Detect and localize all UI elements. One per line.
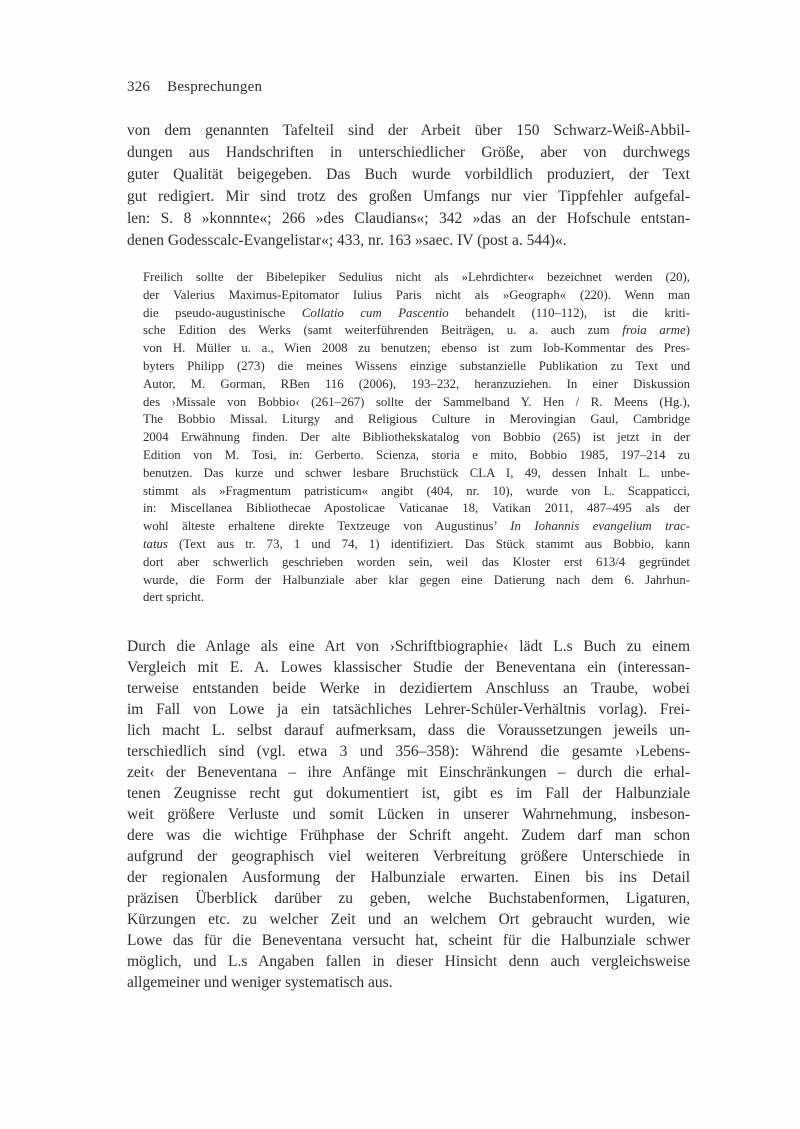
text-segment: terweise entstanden beide Werke in dezidiertem Anschluss an Traube, wobei: [127, 680, 690, 697]
text-segment: Kürzungen etc. zu welcher Zeit und an welchem Ort gebraucht wurden, wie: [127, 911, 690, 928]
italic-text-segment: In Iohannis evangelium trac-: [510, 519, 690, 534]
text-segment: (Text aus tr. 73, 1 und 74, 1) identifiziert. Das Stück stammt aus Bobbio, kann: [167, 536, 690, 551]
text-line: [127, 762, 690, 783]
text-line: [127, 164, 690, 186]
text-segment: präzisen Überblick darüber zu geben, welche Buchstabenformen, Ligaturen,: [127, 890, 690, 907]
text-segment: stimmt als »Fragmentum patristicum« angibt (404, nr. 10), wurde von L. Scappaticci,: [143, 483, 690, 498]
text-segment: Freilich sollte der Bibelepiker Sedulius nicht als »Lehrdichter« bezeichnet werden (20),: [143, 270, 690, 284]
text-segment: dere was die wichtige Frühphase der Schrift angeht. Zudem darf man schon: [127, 827, 690, 844]
text-line: [127, 909, 690, 930]
text-segment: des ›Missale von Bobbio‹ (261–267) sollte der Sammelband Y. Hen / R. Meens (Hg.),: [143, 394, 690, 409]
text-line: [143, 287, 690, 305]
text-segment: Autor, M. Gorman, RBen 116 (2006), 193–232, heranzuziehen. In einer Diskussion: [143, 376, 690, 391]
text-line: [143, 554, 690, 572]
text-segment: denen Godesscalc-Evangelistar«; 433, nr. 163 »saec. IV (post a. 544)«.: [127, 232, 567, 249]
body-paragraph-1: [127, 120, 690, 252]
text-line: [143, 376, 690, 394]
text-line: [127, 678, 690, 699]
text-line: [143, 358, 690, 376]
text-line: [143, 411, 690, 429]
text-segment: dert spricht.: [143, 590, 205, 605]
text-segment: lich macht L. selbst darauf aufmerksam, dass die Voraussetzungen jeweils un-: [127, 722, 690, 739]
small-print-paragraph: [143, 269, 690, 607]
text-segment: der regionalen Ausformung der Halbunziale erwarten. Einen bis ins Detail: [127, 869, 690, 886]
italic-text-segment: froia arme: [622, 323, 686, 338]
text-line: [127, 657, 690, 678]
text-segment: dort aber schwerlich geschrieben worden sein, weil das Kloster erst 613/4 gegründet: [143, 554, 690, 569]
text-segment: im Fall von Lowe ja ein tatsächliches Lehrer-Schüler-Verhältnis vorlag). Frei-: [127, 701, 690, 718]
text-segment: ): [685, 323, 690, 338]
text-segment: len: S. 8 »konnnte«; 266 »des Claudians«; 342 »das an der Hofschule entstan-: [127, 210, 690, 227]
text-line: [127, 720, 690, 741]
text-segment: weit größere Verluste und somit Lücken in unserer Wahrnehmung, insbeson-: [127, 806, 690, 823]
text-segment: aufgrund der geographisch viel weiteren Verbreitung größere Unterschiede in: [127, 848, 690, 865]
text-line: [143, 305, 690, 323]
text-line: [127, 930, 690, 951]
text-segment: von dem genannten Tafelteil sind der Arbeit über 150 Schwarz-Weiß-Abbil-: [127, 122, 690, 139]
text-segment: 2004 Erwähnung finden. Der alte Bibliothekskatalog von Bobbio (265) ist jetzt in der: [143, 430, 690, 445]
text-segment: guter Qualität beigegeben. Das Buch wurde vorbildlich produziert, der Text: [127, 166, 690, 183]
text-segment: Lowe das für die Beneventana versucht hat, scheint für die Halbunziale schwer: [127, 932, 690, 949]
text-line: [143, 394, 690, 412]
text-segment: sche Edition des Werks (samt weiterführenden Beiträgen, u. a. auch zum: [143, 323, 623, 338]
text-line: [127, 186, 690, 208]
text-line: [143, 518, 690, 536]
text-line: [127, 699, 690, 720]
text-segment: Durch die Anlage als eine Art von ›Schriftbiographie‹ lädt L.s Buch zu einem: [127, 638, 690, 655]
text-segment: behandelt (110–112), ist die kriti-: [448, 305, 690, 320]
text-segment: Edition von M. Tosi, in: Gerberto. Scienza, storia e mito, Bobbio 1985, 197–214 zu: [143, 447, 690, 462]
text-segment: in: Miscellanea Bibliothecae Apostolicae Vaticanae 18, Vatikan 2011, 487–495 als der: [143, 501, 690, 516]
text-line: [143, 572, 690, 590]
text-segment: benutzen. Das kurze und schwer lesbare Bruchstück CLA I, 49, dessen Inhalt L. unbe-: [143, 465, 690, 480]
text-line: [127, 846, 690, 867]
text-line: [127, 142, 690, 164]
text-line: [127, 783, 690, 804]
text-segment: von H. Müller u. a., Wien 2008 zu benutzen; ebenso ist zum Iob-Kommentar des Pres-: [143, 341, 690, 356]
text-segment: die pseudo-augustinische: [143, 305, 302, 320]
text-line: [127, 972, 690, 993]
text-line: [127, 867, 690, 888]
text-line: [143, 447, 690, 465]
text-line: [143, 465, 690, 483]
page-header: [127, 79, 262, 96]
text-line: [127, 951, 690, 972]
text-line: [143, 536, 690, 554]
running-head-title: Besprechungen: [167, 79, 263, 95]
italic-text-segment: tatus: [143, 536, 168, 551]
text-segment: allgemeiner und weniger systematisch aus.: [127, 974, 393, 991]
text-segment: möglich, und L.s Angaben fallen in dieser Hinsicht denn auch vergleichsweise: [127, 953, 690, 970]
text-segment: dungen aus Handschriften in unterschiedlicher Größe, aber von durchwegs: [127, 144, 690, 161]
text-line: [127, 825, 690, 846]
italic-text-segment: Collatio cum Pascentio: [301, 305, 449, 320]
text-segment: terschiedlich sind (vgl. etwa 3 und 356–358): Während die gesamte ›Lebens-: [127, 743, 690, 760]
text-line: [127, 804, 690, 825]
text-line: [127, 230, 690, 252]
text-segment: wohl älteste erhaltene direkte Textzeuge von Augustinus’: [143, 519, 511, 534]
text-line: [127, 888, 690, 909]
page-number: 326: [127, 79, 151, 95]
text-segment: gut redigiert. Mir sind trotz des großen Umfangs nur vier Tippfehler aufgefal-: [127, 188, 690, 205]
text-line: [143, 429, 690, 447]
text-line: [143, 589, 690, 607]
text-segment: The Bobbio Missal. Liturgy and Religious Culture in Merovingian Gaul, Cambridge: [143, 412, 690, 427]
text-segment: Vergleich mit E. A. Lowes klassischer Studie der Beneventana ein (interessan-: [127, 659, 690, 676]
text-segment: zeit‹ der Beneventana – ihre Anfänge mit Einschränkungen – durch die erhal-: [127, 764, 690, 781]
text-line: [143, 340, 690, 358]
text-segment: tenen Zeugnisse recht gut dokumentiert ist, gibt es im Fall der Halbunziale: [127, 785, 690, 802]
text-line: [143, 269, 690, 287]
text-line: [143, 500, 690, 518]
text-line: [127, 208, 690, 230]
text-line: [127, 120, 690, 142]
text-segment: wurde, die Form der Halbunziale aber klar gegen eine Datierung nach dem 6. Jahrhun-: [143, 572, 690, 587]
text-line: [127, 741, 690, 762]
text-segment: byters Philipp (273) die meines Wissens einzige substanzielle Publikation zu Text und: [143, 358, 690, 373]
text-line: [143, 483, 690, 501]
body-paragraph-2: [127, 636, 690, 993]
text-line: [143, 322, 690, 340]
text-segment: der Valerius Maximus-Epitomator Iulius Paris nicht als »Geograph« (220). Wenn man: [143, 287, 690, 302]
text-line: [127, 636, 690, 657]
